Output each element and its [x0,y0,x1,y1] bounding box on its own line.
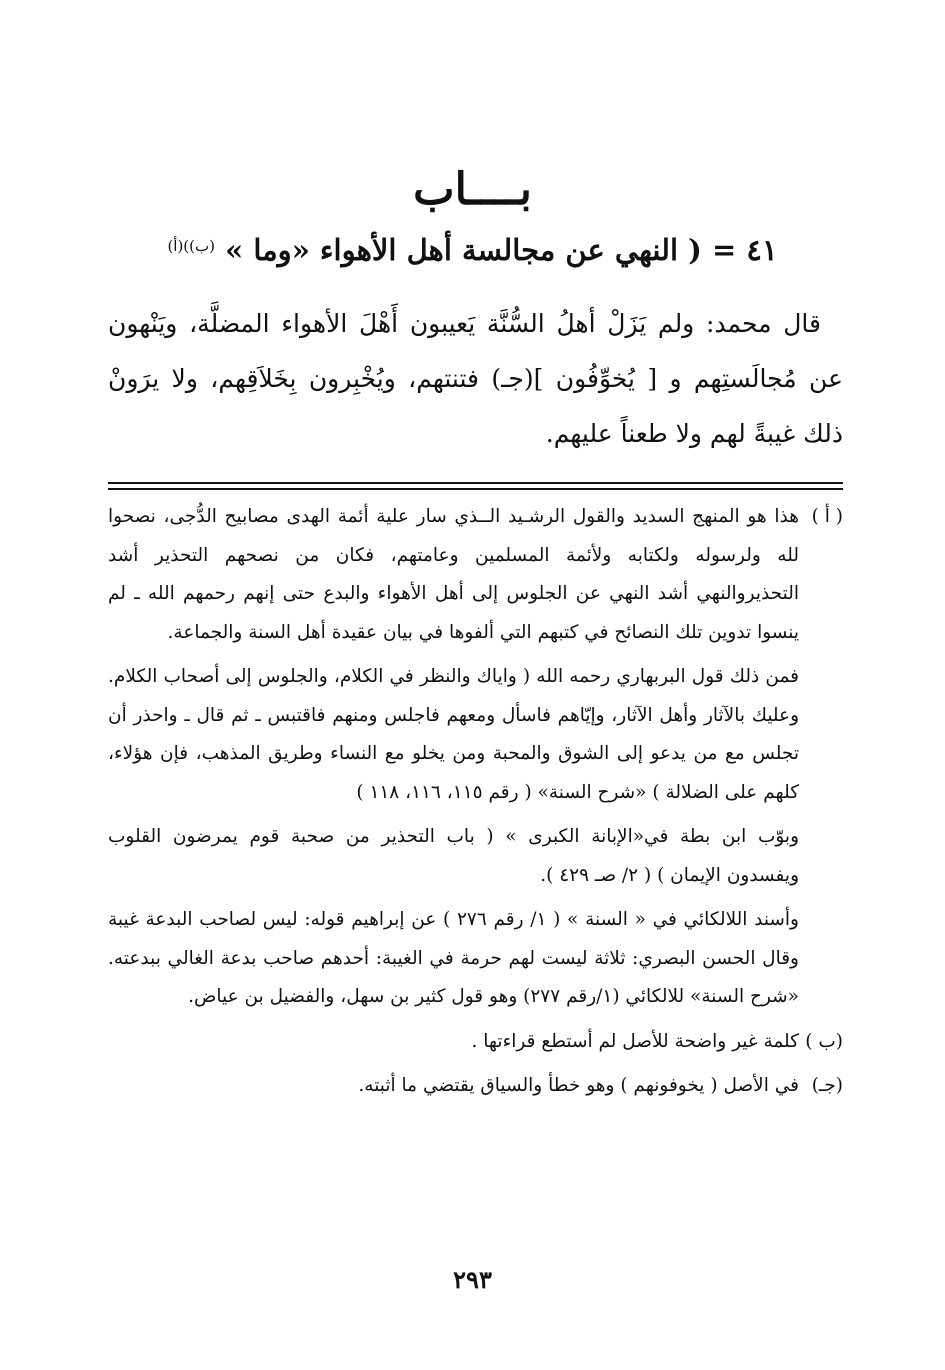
page-number: ٢٩٣ [453,1265,492,1294]
footnote-c [108,1067,843,1112]
chapter-title [100,226,845,274]
chapter-title-text: ٤١ = ( النهي عن مجالسة أهل الأهواء «وما » [215,233,778,267]
footnote-a-paragraph-3: وبوّب ابن بطة في«الإبانة الكبرى » ( باب التحذير من صحبة قوم يمرضون القلوب ويفسدون الإيمان ) ( ٢/ صـ ٤٢٩ ). [108,826,799,886]
footnote-a-paragraph-4: وأسند اللالكائي في « السنة » ( ١/ رقم ٢٧٦ ) عن إبراهيم قوله: ليس لصاحب البدعة غيبة وقال الحسن البصري: ثلاثة ليست لهم حرمة في الغيبة: أحدهم صاحب بدعة الغالي ببدعته. «شرح السنة» للالكائي (١/رقم ٢٧٧) وهو قول كثير بن سهل، والفضيل بن عياض. [108,909,799,1007]
footnote-c-text: في الأصل ( يخوفونهم ) وهو خطأ والسياق يقتضي ما أثبته. [358,1075,799,1096]
footnote-c-marker: (جـ) [811,1075,843,1096]
footnote-b-text: كلمة غير واضحة للأصل لم أستطع قراءتها . [471,1030,799,1052]
main-paragraph: قال محمد: ولم يَزَلْ أهلُ السُّنَّة يَعيبون أَهْلَ الأهواء المضلَّة، ويَنْهون عن مُجالَستِهم و [ يُخوِّفُون ](جـ) فتنتهم، ويُخْبِرون بِخَلاَقِهم، ولا يرَونْ ذلك غيبةً لهم ولا طعناً عليهم. [108,309,843,448]
footnote-a-paragraph-2: فمن ذلك قول البربهاري رحمه الله ( واياك والنظر في الكلام، والجلوس إلى أصحاب الكلام. وعليك بالآثار وأهل الآثار، وإيّاهم فاسأل ومعهم فاجلس ومنهم فاقتبس ـ ثم قال ـ واحذر أن تجلس مع من يدعو إلى الشوق والمحبة ومن يخلو مع النساء وطريق المذهب، فإن هؤلاء، كلهم على الضلالة ) «شرح السنة» ( رقم ١١٥، ١١٦، ١١٨ ) [108,666,799,803]
footnotes [108,498,843,1112]
footnote-a-marker: ( أ ) [811,506,843,527]
footnote-a [108,498,843,658]
footnote-a-body [108,498,799,658]
section-heading: بــــاب [413,164,532,215]
chapter-title-footnote-refs: (ب))(أ) [167,237,215,255]
main-text [108,296,843,461]
footnote-divider-bottom [108,488,843,490]
footnote-divider-top [108,482,843,484]
footnote-b [108,1023,843,1068]
footnote-b-marker: (ب ) [805,1030,843,1052]
footnote-a-paragraph-1: هذا هو المنهج السديد والقول الرشـيد الــذي سار علية أئمة الهدى مصابيح الدُّجى، نصحوا لله ولرسوله ولكتابه ولأئمة المسلمين وعامتهم، فكان من نصحهم التحذير أشد التحذيروالنهي أشد النهي عن الجلوس إلى أهل الأهواء والبدع حتى إنهم رحمهم الله ـ لم ينسوا تدوين تلك النصائح في كتبهم التي ألفوها في بيان عقيدة أهل السنة والجماعة. [108,506,799,643]
